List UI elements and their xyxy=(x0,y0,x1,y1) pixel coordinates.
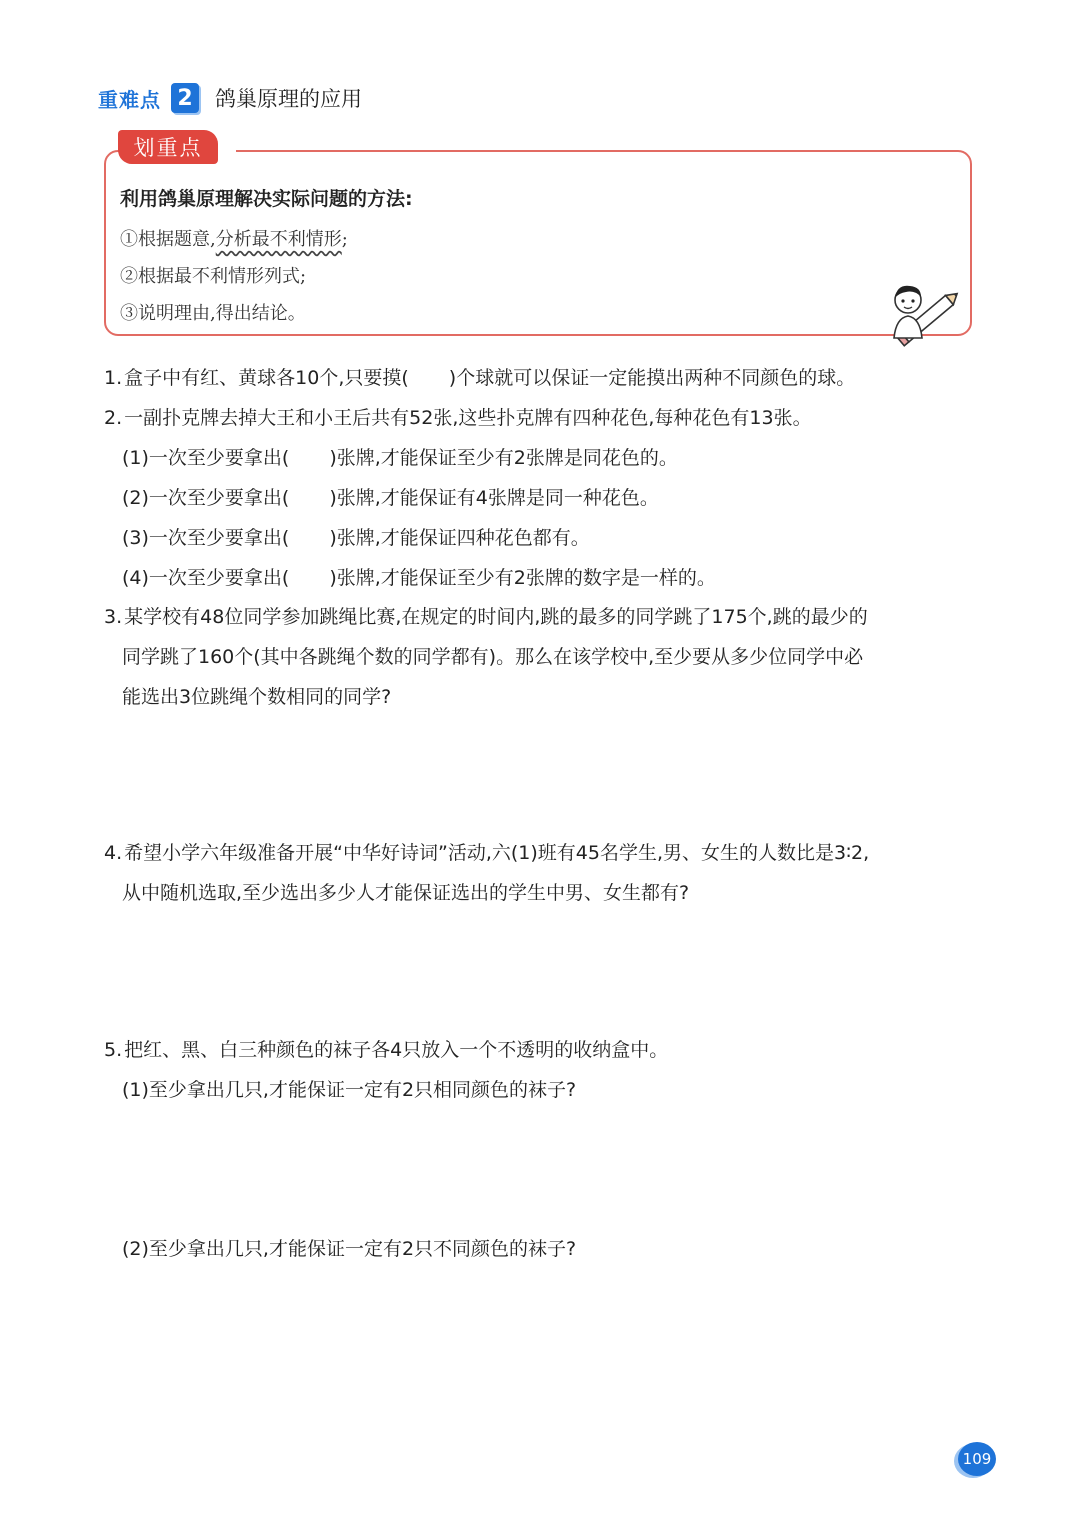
key-point-step-2: ②根据最不利情形列式; xyxy=(120,266,307,287)
sub-text-after: )张牌,才能保证四种花色都有。 xyxy=(329,527,590,549)
sub-text-before: (1)一次至少要拿出( xyxy=(122,447,290,469)
section-header xyxy=(98,80,362,116)
question-3-line-2: 同学跳了160个(其中各跳绳个数的同学都有)。那么在该学校中,至少要从多少位同学中必 xyxy=(122,646,864,668)
sub-text-before: (4)一次至少要拿出( xyxy=(122,567,290,589)
section-title: 鸽巢原理的应用 xyxy=(215,87,362,111)
question-4 xyxy=(104,844,869,863)
question-3-line-3: 能选出3位跳绳个数相同的同学? xyxy=(122,686,392,708)
question-5-number: 5. xyxy=(104,1039,123,1061)
sub-text-before: (2)一次至少要拿出( xyxy=(122,487,290,509)
question-2 xyxy=(104,409,812,428)
sub-text-after: )张牌,才能保证至少有2张牌是同花色的。 xyxy=(329,447,678,469)
question-1-text-after: )个球就可以保证一定能摸出两种不同颜色的球。 xyxy=(448,367,856,389)
question-2-number: 2. xyxy=(104,407,123,429)
question-2-sub-1 xyxy=(122,449,678,468)
question-1-number: 1. xyxy=(104,367,123,389)
question-5-text: 把红、黑、白三种颜色的袜子各4只放入一个不透明的收纳盒中。 xyxy=(124,1039,669,1061)
question-5-sub-2: (2)至少拿出几只,才能保证一定有2只不同颜色的袜子? xyxy=(122,1238,577,1260)
badge-gap xyxy=(218,144,236,154)
sub-text-before: (3)一次至少要拿出( xyxy=(122,527,290,549)
question-4-line-1: 希望小学六年级准备开展“中华好诗词”活动,六(1)班有45名学生,男、女生的人数比是3∶2, xyxy=(124,842,870,864)
question-2-sub-2 xyxy=(122,489,659,508)
boy-with-pencil-icon xyxy=(884,278,964,352)
step1-underlined: 分析最不利情形 xyxy=(215,229,342,250)
key-point-step-3: ③说明理由,得出结论。 xyxy=(120,303,306,324)
page-number: 109 xyxy=(958,1442,996,1476)
step1-prefix: ①根据题意, xyxy=(120,229,216,250)
key-points-badge: 划重点 xyxy=(118,130,218,164)
question-3-number: 3. xyxy=(104,606,123,628)
section-number-badge: 2 xyxy=(171,83,199,113)
key-point-step-1 xyxy=(120,225,348,251)
question-3-line-1: 某学校有48位同学参加跳绳比赛,在规定的时间内,跳的最多的同学跳了175个,跳的最少的 xyxy=(124,606,868,628)
question-3 xyxy=(104,608,868,627)
question-2-sub-3 xyxy=(122,529,590,548)
question-1 xyxy=(104,369,855,388)
question-5-sub-1: (1)至少拿出几只,才能保证一定有2只相同颜色的袜子? xyxy=(122,1079,577,1101)
question-5 xyxy=(104,1041,668,1060)
question-2-text: 一副扑克牌去掉大王和小王后共有52张,这些扑克牌有四种花色,每种花色有13张。 xyxy=(124,407,812,429)
key-points-title: 利用鸽巢原理解决实际问题的方法: xyxy=(120,188,413,210)
question-4-line-2: 从中随机选取,至少选出多少人才能保证选出的学生中男、女生都有? xyxy=(122,882,690,904)
sub-text-after: )张牌,才能保证有4张牌是同一种花色。 xyxy=(329,487,659,509)
question-4-number: 4. xyxy=(104,842,123,864)
step1-suffix: ; xyxy=(341,229,348,250)
sub-text-after: )张牌,才能保证至少有2张牌的数字是一样的。 xyxy=(329,567,716,589)
section-tag-label: 重难点 xyxy=(98,87,161,112)
question-2-sub-4 xyxy=(122,569,716,588)
question-1-text-before: 盒子中有红、黄球各10个,只要摸( xyxy=(124,367,409,389)
